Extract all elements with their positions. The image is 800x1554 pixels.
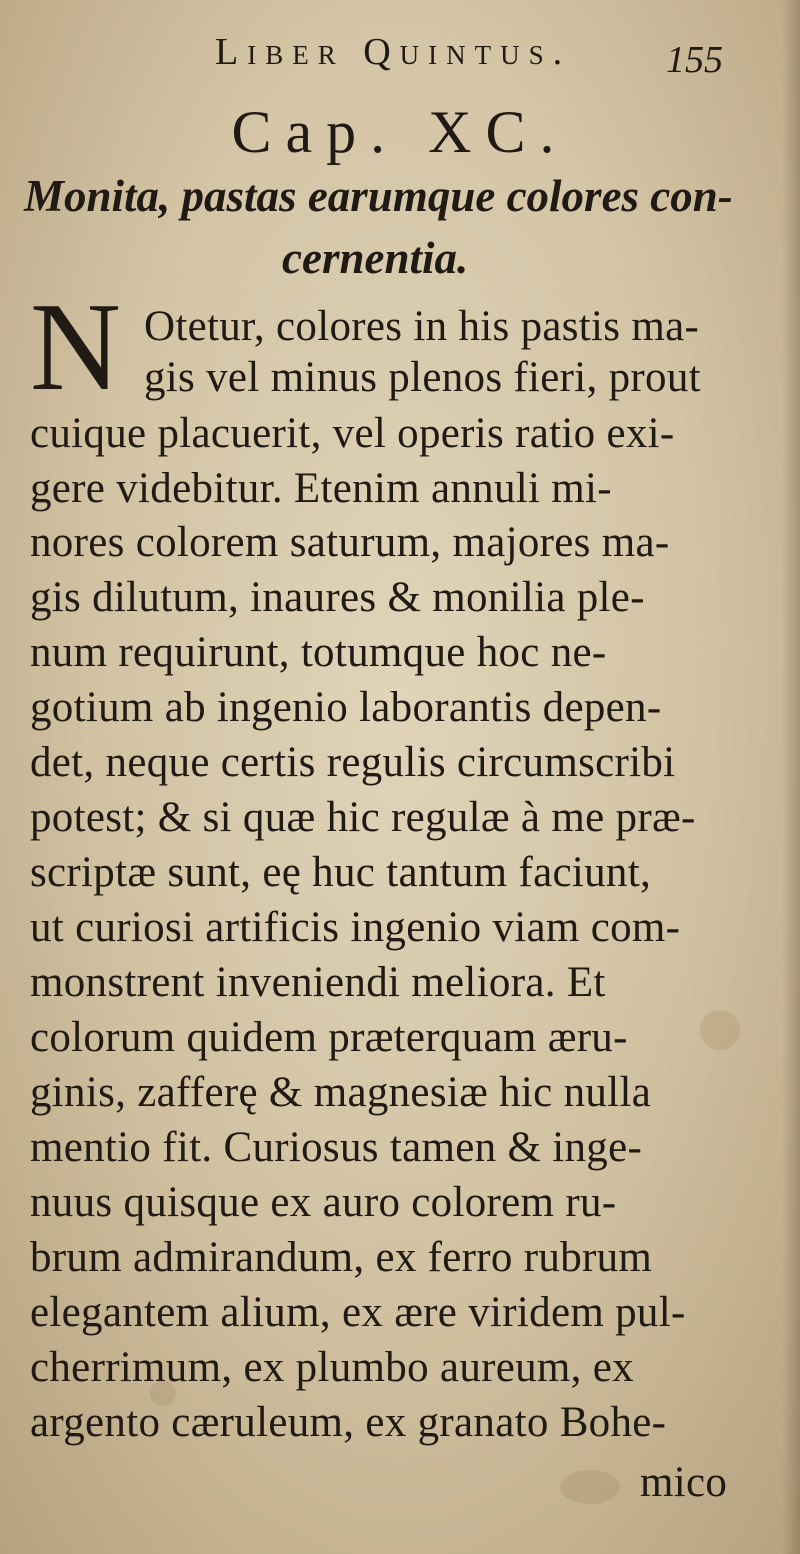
text-line: cherrimum, ex plumbo aureum, ex bbox=[30, 1344, 634, 1391]
text-line: scriptæ sunt, eę huc tantum faciunt, bbox=[30, 849, 652, 896]
text-line: nores colorem saturum, majores ma- bbox=[30, 519, 670, 566]
text-line: potest; & si quæ hic regulæ à me præ- bbox=[30, 794, 696, 841]
text-line: ginis, zafferę & magnesiæ hic nulla bbox=[30, 1069, 652, 1116]
chapter-heading: Cap. XC. bbox=[231, 99, 569, 165]
text-line: brum admirandum, ex ferro rubrum bbox=[30, 1234, 653, 1281]
text-line: det, neque certis regulis circumscribi bbox=[30, 739, 676, 786]
chapter-subtitle-line-1: Monita, pastas earumque colores con- bbox=[24, 171, 733, 221]
text-line: mico bbox=[640, 1459, 728, 1506]
text-line: argento cæruleum, ex granato Bohe- bbox=[30, 1399, 667, 1446]
text-line: elegantem alium, ex ære viridem pul- bbox=[30, 1289, 686, 1336]
text-line: nuus quisque ex auro colorem ru- bbox=[30, 1179, 617, 1226]
text-line: gis dilutum, inaures & monilia ple- bbox=[30, 574, 645, 621]
text-line: gotium ab ingenio laborantis depen- bbox=[30, 684, 662, 731]
text-line: gis vel minus plenos fieri, prout bbox=[144, 354, 701, 401]
page-edge-shadow bbox=[782, 0, 800, 1554]
text-line: mentio fit. Curiosus tamen & inge- bbox=[30, 1124, 643, 1171]
text-line: Otetur, colores in his pastis ma- bbox=[144, 303, 700, 350]
running-title: Liber Quintus. bbox=[215, 31, 572, 73]
text-line: ut curiosi artificis ingenio viam com- bbox=[30, 904, 681, 951]
paper-stain bbox=[560, 1470, 620, 1504]
page-number: 155 bbox=[666, 39, 723, 81]
text-line: gere videbitur. Etenim annuli mi- bbox=[30, 465, 612, 512]
text-line: cuique placuerit, vel operis ratio exi- bbox=[30, 410, 675, 457]
text-line: num requirunt, totumque hoc ne- bbox=[30, 629, 607, 676]
text-line: colorum quidem præterquam æru- bbox=[30, 1014, 628, 1061]
drop-cap: N bbox=[30, 278, 121, 417]
paper-stain bbox=[700, 1010, 740, 1050]
chapter-subtitle-line-2: cernentia. bbox=[282, 233, 469, 283]
text-line: monstrent inveniendi meliora. Et bbox=[30, 959, 606, 1006]
